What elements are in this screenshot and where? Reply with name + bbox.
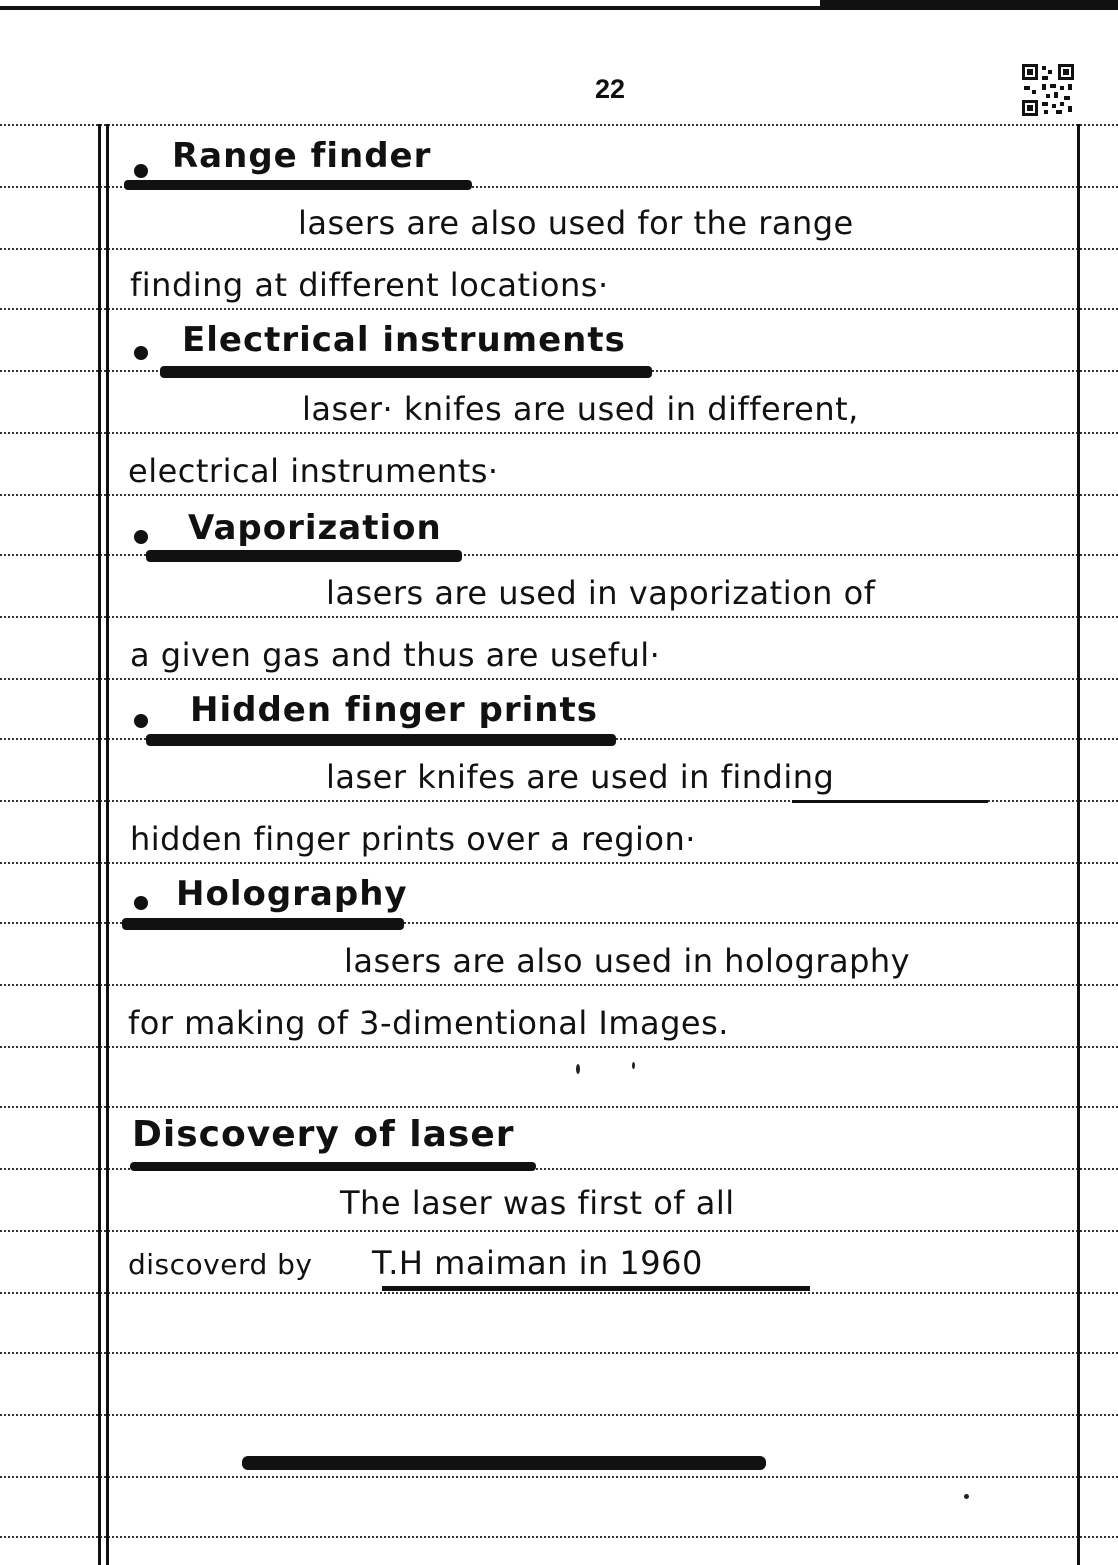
heading-underline (130, 1162, 536, 1171)
ruled-line (0, 678, 1118, 680)
ink-speck (576, 1064, 580, 1074)
discovery-text-prefix: discoverd by (128, 1248, 313, 1281)
ruled-line (0, 984, 1118, 986)
ruled-line (0, 1414, 1118, 1416)
heading-underline (124, 180, 472, 190)
section-heading: Hidden finger prints (190, 690, 598, 730)
section-text-line: hidden finger prints over a region· (130, 820, 696, 858)
section-heading: Vaporization (188, 508, 442, 548)
ruled-line (0, 1476, 1118, 1478)
name-underline (382, 1286, 810, 1291)
page-number: 22 (594, 74, 626, 104)
discovery-heading: Discovery of laser (132, 1114, 515, 1155)
margin-line (106, 124, 109, 1565)
ruled-line (0, 1230, 1118, 1232)
margin-line (98, 124, 101, 1565)
section-heading: Range finder (172, 136, 432, 176)
ink-speck (632, 1062, 635, 1069)
ruled-line (0, 308, 1118, 310)
ruled-line (0, 1352, 1118, 1354)
inline-underline (792, 800, 988, 803)
section-text-line: lasers are also used in holography (344, 942, 911, 980)
section-text-line: laser· knifes are used in different, (302, 390, 859, 428)
bullet-dot (134, 530, 148, 544)
section-heading: Holography (176, 874, 408, 914)
ruled-line (0, 1046, 1118, 1048)
heading-underline (122, 918, 404, 930)
section-text-line: lasers are also used for the range (298, 204, 854, 242)
ruled-line (0, 124, 1118, 126)
heading-underline (160, 366, 652, 378)
ruled-line (0, 248, 1118, 250)
ruled-line (0, 1292, 1118, 1294)
section-heading: Electrical instruments (182, 320, 626, 360)
discovery-name: T.H maiman in 1960 (372, 1244, 703, 1282)
section-text-line: laser knifes are used in finding (326, 758, 835, 796)
bullet-dot (134, 896, 148, 910)
ruled-line (0, 1106, 1118, 1108)
ruled-line (0, 862, 1118, 864)
ruled-line (0, 432, 1118, 434)
bullet-dot (134, 714, 148, 728)
section-text-line: a given gas and thus are useful· (130, 636, 661, 674)
qr-code-icon (1020, 62, 1076, 118)
ruled-line (0, 616, 1118, 618)
section-text-line: for making of 3-dimentional Images. (128, 1004, 729, 1042)
heading-underline (146, 550, 462, 562)
end-of-page-bar (242, 1456, 766, 1470)
ruled-line (0, 1536, 1118, 1538)
section-text-line: lasers are used in vaporization of (326, 574, 876, 612)
discovery-text-line: The laser was first of all (340, 1184, 735, 1222)
top-border-accent (820, 0, 1118, 6)
ink-speck (964, 1494, 969, 1499)
bullet-dot (134, 164, 148, 178)
right-margin-line (1077, 124, 1080, 1565)
section-text-line: finding at different locations· (130, 266, 609, 304)
section-text-line: electrical instruments· (128, 452, 499, 490)
bullet-dot (134, 346, 148, 360)
ruled-line (0, 494, 1118, 496)
heading-underline (146, 734, 616, 746)
